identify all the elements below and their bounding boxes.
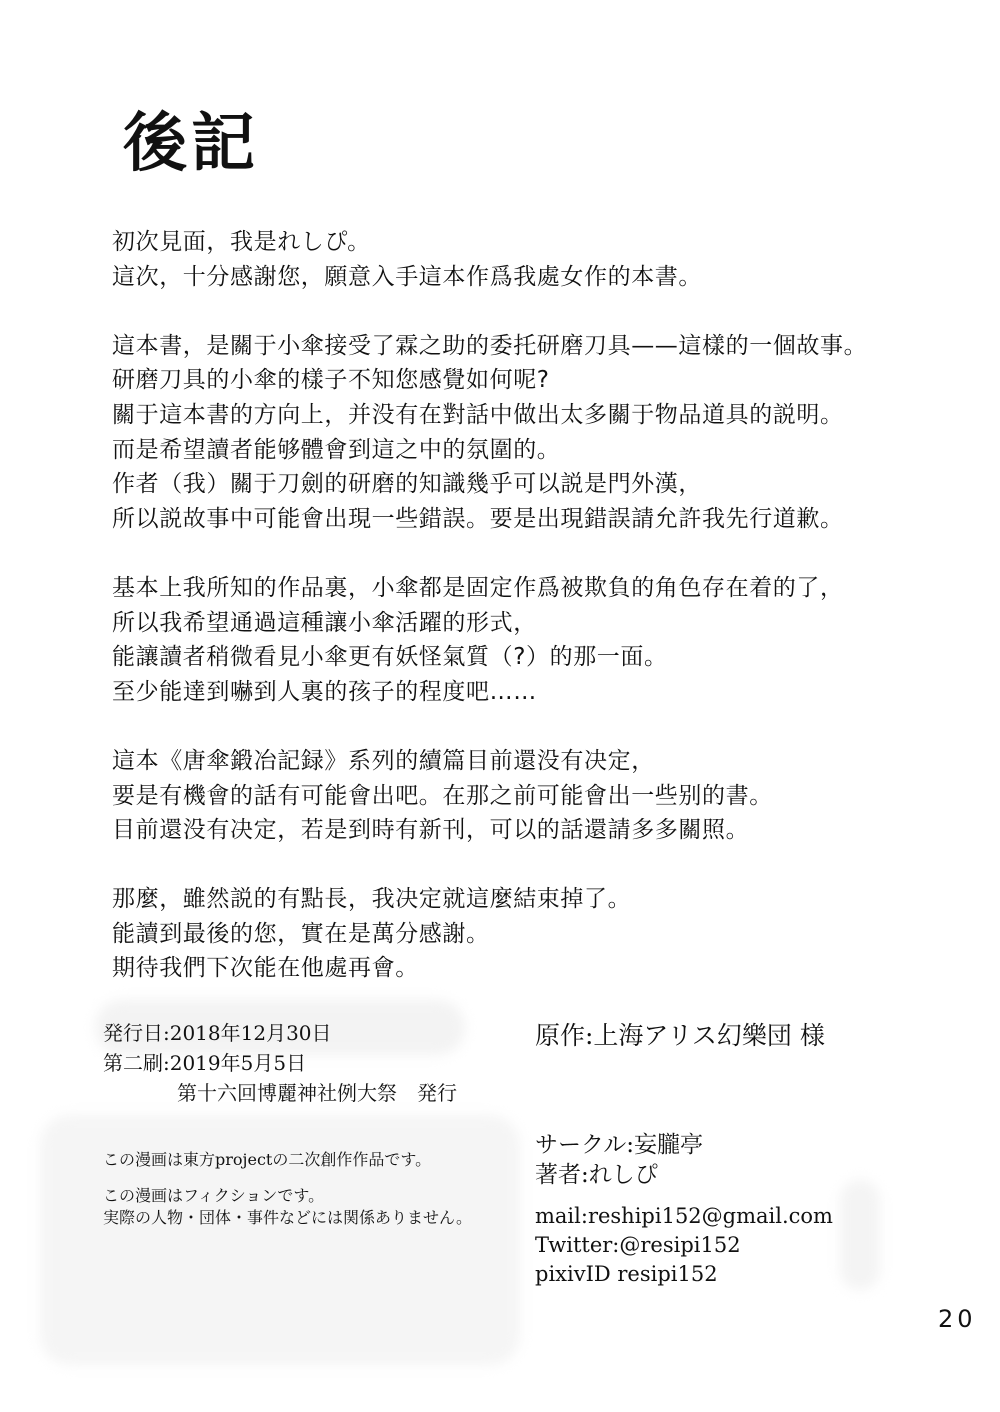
twitter-handle: Twitter:@resipi152 — [535, 1233, 741, 1257]
page-title: 後記 — [123, 107, 259, 181]
text-line: 這本《唐傘鍛冶記録》系列的續篇目前還没有决定， — [112, 747, 655, 774]
paragraph — [112, 882, 972, 986]
text-line: 關于這本書的方向上，并没有在對話中做出太多關于物品道具的説明。 — [112, 401, 844, 428]
fan-work-notice: この漫画は東方projectの二次創作作品です。 — [103, 1150, 432, 1169]
text-line: 所以説故事中可能會出現一些錯誤。要是出現錯誤請允許我先行道歉。 — [112, 505, 844, 532]
page-number: 20 — [938, 1305, 977, 1333]
paragraph — [112, 329, 972, 537]
fiction-notice: この漫画はフィクションです。 — [103, 1186, 325, 1205]
circle-name: サークル:妄朧亭 — [535, 1132, 704, 1158]
text-line: 這本書，是關于小傘接受了霖之助的委托研磨刀具——這樣的一個故事。 — [112, 332, 868, 359]
mail-address: mail:reshipi152@gmail.com — [535, 1204, 833, 1228]
text-line: 初次見面，我是れしぴ。 — [112, 229, 371, 255]
text-line: 研磨刀具的小傘的樣子不知您感覺如何呢? — [112, 367, 550, 394]
text-line: 那麼，雖然説的有點長，我决定就這麼結束掉了。 — [112, 886, 632, 913]
publish-date: 発行日:2018年12月30日 — [103, 1021, 332, 1045]
second-print-date: 第二刷:2019年5月5日 — [103, 1051, 307, 1075]
paragraph — [112, 571, 972, 709]
pixiv-id: pixivID resipi152 — [535, 1262, 718, 1286]
publication-info — [103, 1018, 457, 1108]
text-line: 至少能達到嚇到人裏的孩子的程度吧…… — [112, 678, 537, 705]
text-line: 這次，十分感謝您，願意入手這本作爲我處女作的本書。 — [112, 263, 702, 290]
text-line: 要是有機會的話有可能會出吧。在那之前可能會出一些别的書。 — [112, 782, 773, 809]
scan-smudge — [840, 1180, 880, 1290]
text-line: 能讓讀者稍微看見小傘更有妖怪氣質（?）的那一面。 — [112, 644, 668, 671]
contact-info — [535, 1202, 833, 1289]
original-work-credit: 原作:上海アリス幻樂団 様 — [535, 1021, 825, 1050]
text-line: 基本上我所知的作品裏，小傘都是固定作爲被欺負的角色存在着的了， — [112, 574, 844, 601]
text-line: 所以我希望通過這種讓小傘活躍的形式， — [112, 609, 537, 636]
disclaimer — [103, 1149, 472, 1229]
text-line: 目前還没有决定，若是到時有新刊，可以的話還請多多關照。 — [112, 817, 750, 844]
author-name: 著者:れしぴ — [535, 1162, 658, 1188]
paragraph — [112, 744, 972, 848]
text-line: 作者（我）關于刀劍的研磨的知識幾乎可以説是門外漢， — [112, 471, 702, 498]
text-line: 而是希望讀者能够體會到這之中的氛圍的。 — [112, 436, 561, 463]
paragraph — [112, 225, 972, 294]
text-line: 期待我們下次能在他處再會。 — [112, 955, 419, 982]
circle-info — [535, 1130, 703, 1190]
afterword-body — [112, 225, 972, 1021]
text-line: 能讀到最後的您，實在是萬分感謝。 — [112, 920, 490, 947]
no-relation-notice: 実際の人物・団体・事件などには関係ありません。 — [103, 1208, 472, 1227]
event-name: 第十六回博麗神社例大祭 発行 — [177, 1081, 457, 1105]
